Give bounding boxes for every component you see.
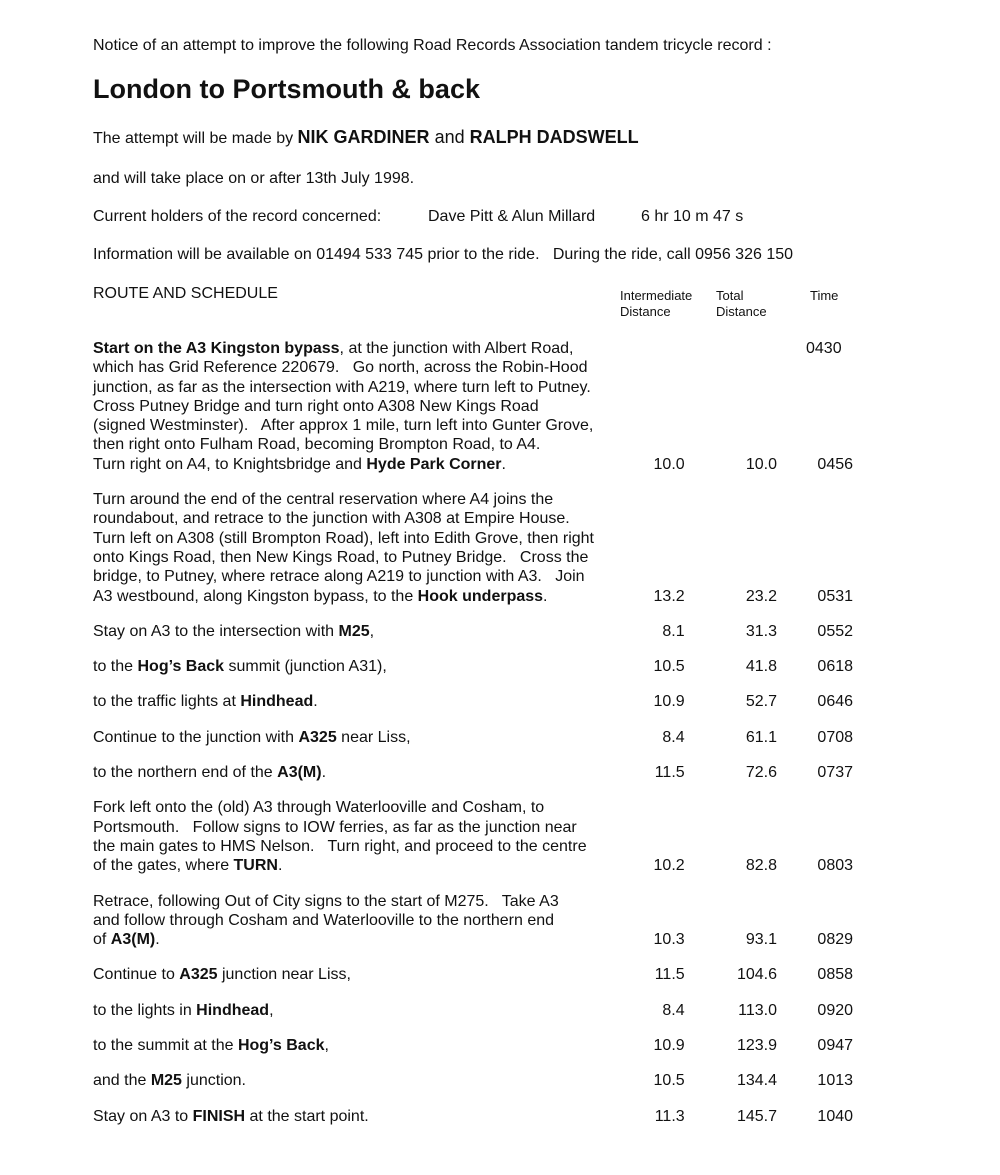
intermediate-distance: 10.5 — [653, 1072, 685, 1090]
text: roundabout, and retrace to the junction with A308 at Empire House. — [93, 510, 570, 528]
time: 1013 — [817, 1072, 854, 1090]
total-distance: 61.1 — [745, 728, 778, 746]
time: 0858 — [817, 966, 854, 984]
total-distance: 145.7 — [736, 1107, 778, 1125]
route-description — [93, 622, 613, 641]
bold-text: A3(M) — [110, 931, 156, 949]
text: to the lights in — [93, 1001, 197, 1019]
attempt-line — [93, 127, 639, 148]
route-description — [93, 1036, 613, 1055]
bold-text: M25 — [150, 1072, 182, 1090]
time: 0618 — [817, 658, 854, 676]
header-line: Intermediate — [620, 288, 693, 303]
route-description — [93, 763, 613, 782]
schedule-row — [93, 798, 853, 875]
intermediate-distance: 11.3 — [654, 1107, 685, 1125]
text: Stay on A3 to — [93, 1107, 193, 1125]
time: 0708 — [817, 728, 854, 746]
text: the main gates to HMS Nelson. Turn right, and proceed to the centre — [93, 837, 587, 855]
text: . — [501, 455, 506, 473]
description-line — [93, 763, 613, 782]
description-line — [93, 1071, 613, 1090]
description-line — [93, 892, 613, 911]
text: , — [324, 1037, 329, 1055]
bold-text: Hog’s Back — [237, 1037, 325, 1055]
text: Portsmouth. Follow signs to IOW ferries, as far as the junction near — [93, 818, 577, 836]
text: . — [155, 931, 160, 949]
total-distance: 52.7 — [745, 693, 778, 711]
bold-text: A3(M) — [277, 764, 322, 782]
intermediate-distance: 10.9 — [653, 693, 685, 711]
time: 0737 — [817, 764, 854, 782]
header-line: Distance — [716, 304, 767, 319]
notice-text: Notice of an attempt to improve the following Road Records Association tandem tricycle record : — [93, 37, 772, 54]
description-line — [93, 798, 613, 817]
bold-text: FINISH — [192, 1107, 246, 1125]
rider-1: NIK GARDINER — [297, 127, 430, 147]
intermediate-distance: 10.0 — [653, 455, 685, 473]
total-distance: 104.6 — [736, 966, 778, 984]
intermediate-distance: 11.5 — [654, 764, 685, 782]
schedule-row — [93, 1071, 853, 1090]
schedule-row — [93, 965, 853, 984]
description-line — [93, 490, 613, 509]
text: to the — [93, 658, 138, 676]
text: at the start point. — [245, 1107, 369, 1125]
route-description — [93, 798, 613, 875]
text: Turn right on A4, to Knightsbridge and — [93, 455, 367, 473]
schedule-row — [93, 1001, 853, 1020]
description-line — [93, 455, 613, 474]
total-distance: 72.6 — [745, 764, 778, 782]
bold-text: Hindhead — [196, 1001, 270, 1019]
description-line — [93, 622, 613, 641]
holders-names: Dave Pitt & Alun Millard — [428, 208, 596, 225]
description-line — [93, 587, 613, 606]
time: 0947 — [817, 1037, 854, 1055]
description-line — [93, 529, 613, 548]
schedule-row — [93, 892, 853, 950]
text: junction, as far as the intersection with A219, where turn left to Putney. — [93, 378, 591, 396]
route-description — [93, 1071, 613, 1090]
text: Continue to — [93, 966, 180, 984]
schedule-table — [93, 339, 853, 1142]
holders-label: Current holders of the record concerned: — [93, 208, 382, 225]
text: bridge, to Putney, where retrace along A219 to junction with A3. Join — [93, 568, 585, 586]
time: 0552 — [817, 622, 854, 640]
description-line — [93, 378, 613, 397]
route-description — [93, 1107, 613, 1126]
total-distance: 10.0 — [745, 455, 778, 473]
total-distance-header — [716, 288, 767, 320]
text: (signed Westminster). After approx 1 mile, turn left into Gunter Grove, — [93, 417, 594, 435]
time: 0829 — [817, 931, 854, 949]
description-line — [93, 657, 613, 676]
text: to the summit at the — [93, 1037, 238, 1055]
time: 0456 — [817, 455, 854, 473]
description-line — [93, 435, 613, 454]
total-distance: 41.8 — [745, 658, 778, 676]
route-description — [93, 965, 613, 984]
route-description — [93, 339, 613, 474]
schedule-row — [93, 339, 853, 474]
schedule-row — [93, 1036, 853, 1055]
text: junction near Liss, — [217, 966, 351, 984]
bold-text: Start on the A3 Kingston bypass — [93, 340, 340, 357]
route-description — [93, 892, 613, 950]
text: and follow through Cosham and Waterlooville to the northern end — [93, 911, 555, 929]
schedule-row — [93, 490, 853, 606]
text: . — [313, 693, 318, 711]
schedule-row — [93, 692, 853, 711]
start-time: 0430 — [806, 340, 842, 357]
description-line — [93, 339, 613, 358]
text: and the — [93, 1072, 151, 1090]
bold-text: TURN — [233, 857, 278, 875]
total-distance: 93.1 — [745, 931, 778, 949]
text: near Liss, — [336, 728, 411, 746]
intermediate-distance-header — [620, 288, 692, 320]
intermediate-distance: 11.5 — [654, 966, 685, 984]
text: junction. — [181, 1072, 246, 1090]
intermediate-distance: 10.5 — [653, 658, 685, 676]
route-description — [93, 728, 613, 747]
schedule-row — [93, 728, 853, 747]
text: summit (junction A31), — [224, 658, 387, 676]
bold-text: A325 — [179, 966, 218, 984]
text: . — [277, 857, 283, 875]
text: of — [93, 931, 111, 949]
schedule-row — [93, 657, 853, 676]
intermediate-distance: 13.2 — [653, 587, 685, 605]
time: 1040 — [817, 1107, 854, 1125]
total-distance: 123.9 — [736, 1037, 778, 1055]
description-line — [93, 692, 613, 711]
route-description — [93, 490, 613, 606]
text: Turn around the end of the central reservation where A4 joins the — [93, 491, 554, 509]
text: of the gates, where — [93, 857, 234, 875]
description-line — [93, 1036, 613, 1055]
text: . — [543, 587, 548, 605]
description-line — [93, 837, 613, 856]
total-distance: 134.4 — [736, 1072, 778, 1090]
header-line: Total — [716, 288, 744, 303]
total-distance: 82.8 — [745, 857, 778, 875]
description-line — [93, 818, 613, 837]
text: Retrace, following Out of City signs to the start of M275. Take A3 — [93, 892, 559, 910]
text: to the traffic lights at — [93, 693, 241, 711]
text: which has Grid Reference 220679. Go north, across the Robin-Hood — [93, 359, 588, 377]
text: . — [321, 764, 327, 782]
description-line — [93, 1001, 613, 1020]
intermediate-distance: 10.2 — [653, 857, 685, 875]
text: Turn left on A308 (still Brompton Road), left into Edith Grove, then right — [93, 529, 594, 547]
rider-2: RALPH DADSWELL — [469, 127, 639, 147]
bold-text: Hindhead — [240, 693, 314, 711]
record-time: 6 hr 10 m 47 s — [641, 208, 744, 225]
total-distance: 113.0 — [738, 1001, 778, 1019]
text: onto Kings Road, then New Kings Road, to Putney Bridge. Cross the — [93, 548, 589, 566]
total-distance: 31.3 — [745, 622, 778, 640]
description-line — [93, 965, 613, 984]
time: 0803 — [817, 857, 854, 875]
description-line — [93, 1107, 613, 1126]
time: 0920 — [817, 1001, 854, 1019]
schedule-row — [93, 622, 853, 641]
route-description — [93, 657, 613, 676]
text: Fork left onto the (old) A3 through Waterlooville and Cosham, to — [93, 799, 545, 817]
date-line: and will take place on or after 13th July 1998. — [93, 170, 415, 187]
text: to the northern end of the — [93, 764, 278, 782]
description-line — [93, 856, 613, 875]
description-line — [93, 567, 613, 586]
intermediate-distance: 10.9 — [653, 1037, 685, 1055]
text: Cross Putney Bridge and turn right onto A308 New Kings Road — [93, 397, 539, 415]
text: , at the junction with Albert Road, — [339, 340, 574, 357]
time-header: Time — [810, 288, 839, 303]
info-line: Information will be available on 01494 533 745 prior to the ride. During the ride, call 0956 326 150 — [93, 246, 794, 263]
time: 0646 — [817, 693, 854, 711]
bold-text: Hyde Park Corner — [366, 455, 502, 473]
description-line — [93, 930, 613, 949]
text: , — [269, 1001, 274, 1019]
text: Stay on A3 to the intersection with — [93, 622, 339, 640]
time: 0531 — [817, 587, 854, 605]
intermediate-distance: 10.3 — [653, 931, 685, 949]
route-description — [93, 1001, 613, 1020]
schedule-row — [93, 1107, 853, 1126]
description-line — [93, 416, 613, 435]
intermediate-distance: 8.1 — [662, 622, 685, 640]
bold-text: A325 — [298, 728, 337, 746]
intermediate-distance: 8.4 — [662, 1001, 685, 1019]
attempt-and: and — [429, 127, 470, 147]
bold-text: Hog’s Back — [137, 658, 225, 676]
description-line — [93, 911, 613, 930]
intermediate-distance: 8.4 — [662, 728, 685, 746]
description-line — [93, 397, 613, 416]
total-distance: 23.2 — [745, 587, 778, 605]
route-heading: ROUTE AND SCHEDULE — [93, 285, 278, 302]
text: then right onto Fulham Road, becoming Brompton Road, to A4. — [93, 436, 541, 454]
text: Continue to the junction with — [93, 728, 299, 746]
bold-text: M25 — [338, 622, 370, 640]
description-line — [93, 509, 613, 528]
schedule-row — [93, 763, 853, 782]
description-line — [93, 728, 613, 747]
bold-text: Hook underpass — [417, 587, 544, 605]
header-line: Distance — [620, 304, 671, 319]
description-line — [93, 548, 613, 567]
description-line — [93, 358, 613, 377]
text: , — [369, 622, 375, 640]
page-title: London to Portsmouth & back — [93, 74, 480, 104]
attempt-prefix: The attempt will be made by — [93, 130, 298, 147]
route-description — [93, 692, 613, 711]
text: A3 westbound, along Kingston bypass, to the — [93, 587, 418, 605]
